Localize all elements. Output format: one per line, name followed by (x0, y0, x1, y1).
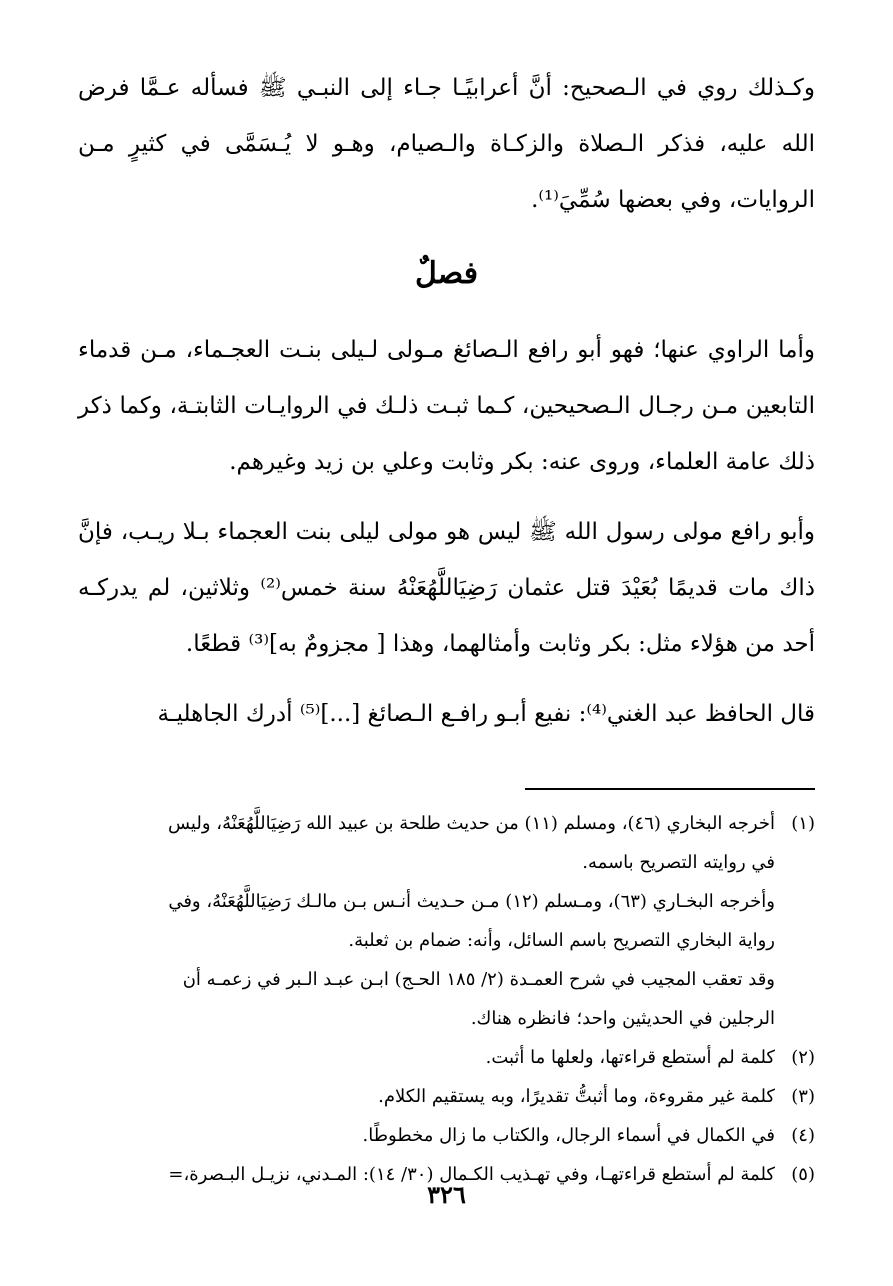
footnote-number: (٤) (791, 1125, 815, 1146)
footnote-number: (٥) (791, 1164, 815, 1185)
footnotes (78, 804, 815, 1194)
footnote-line: كلمة غير مقروءة، وما أثبتُّ تقديرًا، وبه يستقيم الكلام. (378, 1086, 775, 1107)
footnote-line: رواية البخاري التصريح باسم السائل، وأنه: ضمام بن ثعلبة. (348, 930, 775, 951)
footnote-line: كلمة لم أستطع قراءتهـا، وفي تهـذيب الكـمال (٣٠/ ١٤): المـدني، نزيـل البـصرة،= (168, 1164, 775, 1185)
main-text (78, 60, 815, 742)
footnote-line: وقد تعقب المجيب في شرح العمـدة (٢/ ١٨٥ الحـج) ابـن عبـد الـبر في زعمـه أن (182, 969, 775, 990)
footnote-4 (78, 1116, 815, 1155)
footnote-line: الرجلين في الحديثين واحد؛ فانظره هناك. (470, 1008, 775, 1029)
footnote-number: (١) (791, 813, 815, 834)
footnote-line: أخرجه البخاري (٤٦)، ومسلم (١١) من حديث طلحة بن عبيد الله رَضِيَاللَّهُعَنْهُ، وليس (167, 813, 775, 834)
paragraph-4: قال الحافظ عبد الغني⁽⁴⁾: نفيع أبـو رافـع الـصائغ [...]⁽⁵⁾ أدرك الجاهليـة (157, 701, 815, 727)
page-number: ٣٢٦ (427, 1180, 466, 1209)
footnote-2 (78, 1038, 815, 1077)
paragraph-2: وأما الراوي عنها؛ فهو أبو رافع الـصائغ مـولى لـيلى بنـت العجـماء، مـن قدماء التابعين مـن رجـال الـصحيحين، كـما ثبـت ذلـك في الروايـات الثابتـة، وكما ذكر ذلك عامة العلماء، وروى عنه: بكر وثابت وعلي بن زيد وغيرهم. (78, 337, 815, 475)
footnote-line: وأخرجه البخـاري (٦٣)، ومـسلم (١٢) مـن حـديث أنـس بـن مالـك رَضِيَاللَّهُعَنْهُ، وفي (168, 891, 775, 912)
footnote-line: كلمة لم أستطع قراءتها، ولعلها ما أثبت. (485, 1047, 775, 1068)
footnote-divider (525, 788, 815, 790)
footnote-number: (٣) (791, 1086, 815, 1107)
footnote-3 (78, 1077, 815, 1116)
section-heading: فصلٌ (414, 256, 479, 291)
paragraph-1: وكـذلك روي في الـصحيح: أنَّ أعرابيًـا جـاء إلى النبـي ﷺ فسأله عـمَّا فرض الله عليه، فذكر الـصلاة والزكـاة والـصيام، وهـو لا يُـسَمَّى في كثيرٍ مـن الروايات، وفي بعضها سُمِّيَ⁽¹⁾. (78, 75, 815, 213)
footnote-1 (78, 804, 815, 1038)
footnote-number: (٢) (791, 1047, 815, 1068)
footnote-line: في الكمال في أسماء الرجال، والكتاب ما زال مخطوطًا. (362, 1125, 775, 1146)
footnote-line: في روايته التصريح باسمه. (582, 852, 775, 873)
paragraph-3: وأبو رافع مولى رسول الله ﷺ ليس هو مولى ليلى بنت العجماء بـلا ريـب، فإنَّ ذاك مات قديمًا بُعَيْدَ قتل عثمان رَضِيَاللَّهُعَنْهُ سنة خمس⁽²⁾ وثلاثين، لم يدركـه أحد من هؤلاء مثل: بكر وثابت وأمثالهما، وهذا [ مجزومٌ به]⁽³⁾ قطعًا. (78, 519, 815, 657)
